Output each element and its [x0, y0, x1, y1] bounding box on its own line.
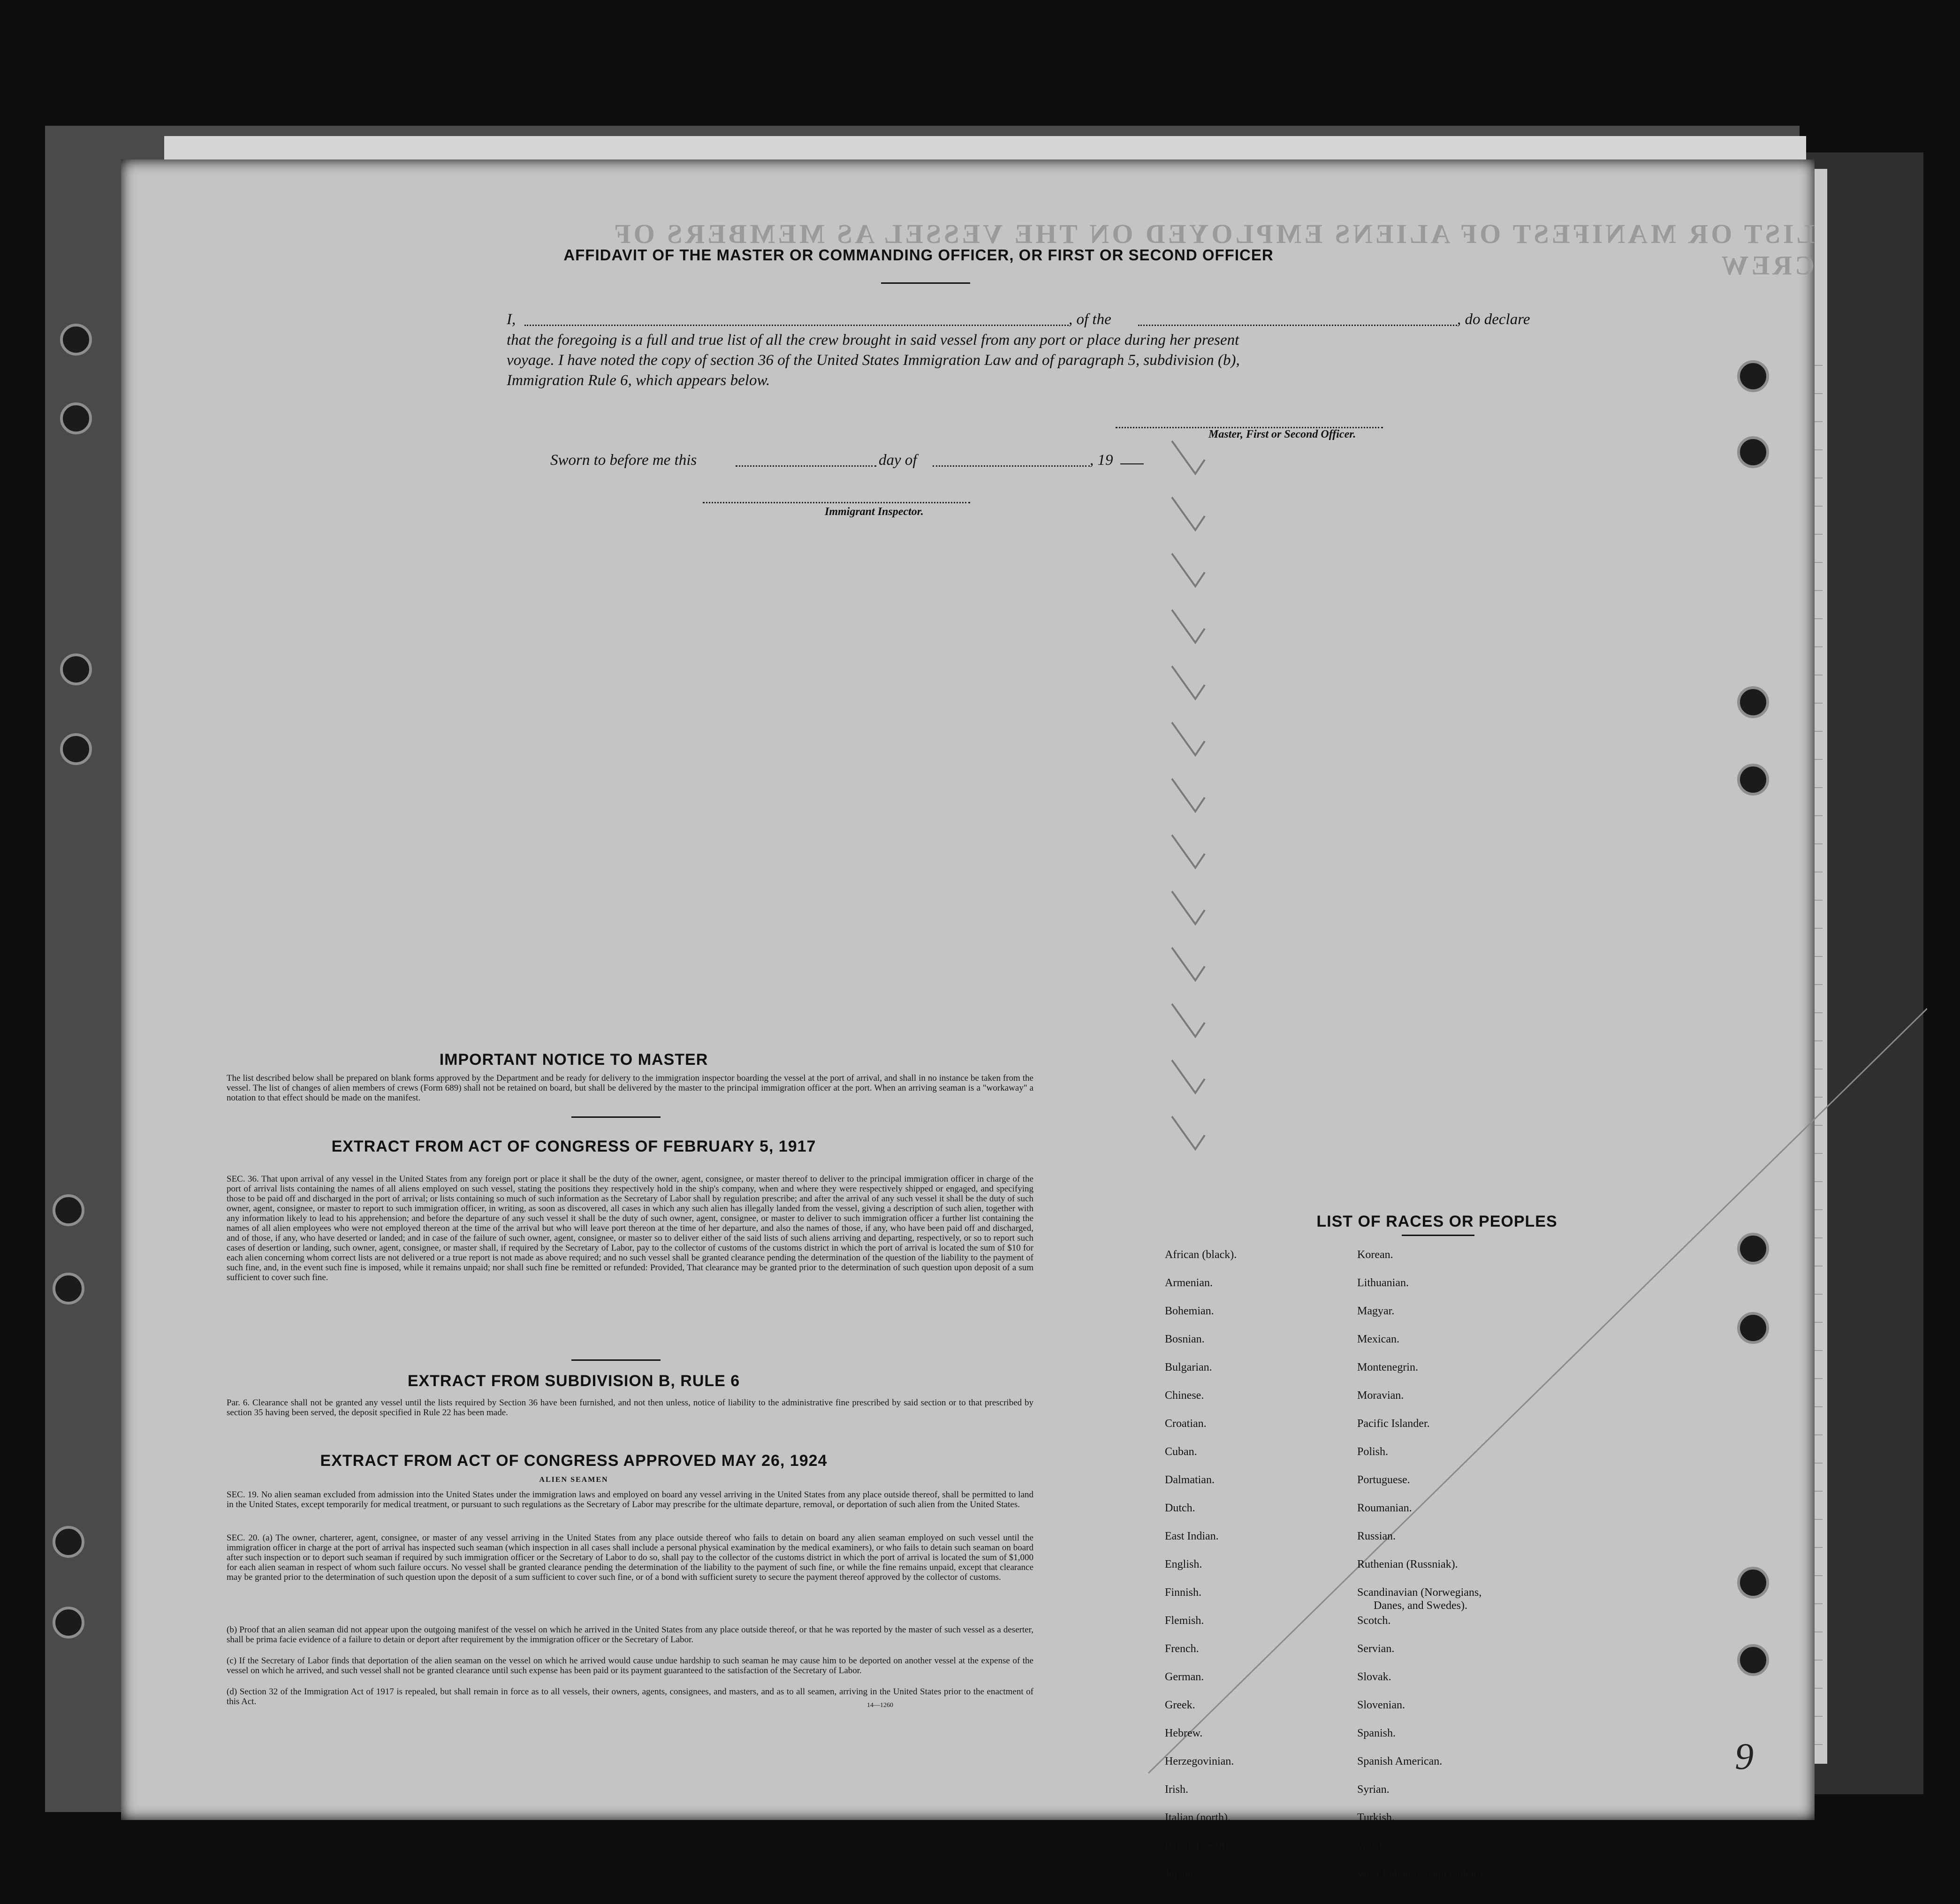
inspector-signature-label: Immigrant Inspector.	[825, 506, 924, 518]
race-item: African (black).	[1165, 1249, 1237, 1261]
race-item: Servian.	[1357, 1643, 1395, 1655]
races-title: LIST OF RACES OR PEOPLES	[1316, 1213, 1557, 1230]
inspector-signature-line[interactable]	[703, 502, 970, 503]
race-item: Greek.	[1165, 1699, 1195, 1711]
punch-hole	[1737, 764, 1769, 796]
race-item: Bosnian.	[1165, 1333, 1205, 1345]
race-item: Japanese.	[1165, 1868, 1208, 1880]
race-item: Portuguese.	[1357, 1474, 1410, 1486]
punch-hole	[53, 1526, 84, 1558]
race-item: English.	[1165, 1558, 1202, 1570]
race-item: Korean.	[1357, 1249, 1393, 1261]
year-blank[interactable]	[1120, 463, 1144, 464]
race-item: Mexican.	[1357, 1333, 1399, 1345]
race-item: East Indian.	[1165, 1530, 1219, 1542]
punch-hole	[1737, 360, 1769, 392]
race-item: Slovak.	[1357, 1671, 1391, 1683]
race-item: Bohemian.	[1165, 1305, 1214, 1317]
sec19-text: SEC. 19. No alien seaman excluded from admission into the United States under the immigration laws and employed on board any vessel arriving in the United States from any place outside thereof, shall be permitted to land in the United States, except temporarily for medical treatment, or pursuant to such regulations as the Secretary of Labor may prescribe for the ultimate departure, removal, or deportation of such alien from the United States.	[227, 1490, 1033, 1510]
punch-hole	[53, 1273, 84, 1305]
race-item: Italian (south).	[1165, 1840, 1231, 1852]
sec20b-text: (b) Proof that an alien seaman did not appear upon the outgoing manifest of the vessel on which he arrived in the United States from any place outside thereof, or that he was reported by the master of such vessel as a deserter, shall be prima facie evidence of a failure to detain or deport after requirement by the immigration officer or the Secretary of Labor.	[227, 1625, 1033, 1645]
race-item: Spanish.	[1357, 1727, 1396, 1739]
affidavit-line3: voyage. I have noted the copy of section 36 of the United States Immigration Law and of paragraph 5, subdivision (b),	[507, 352, 1240, 369]
race-item: Scandinavian (Norwegians,	[1357, 1586, 1482, 1599]
notice-text: The list described below shall be prepared on blank forms approved by the Department and be ready for delivery to the immigration inspector boarding the vessel at the port of arrival, and shall in no instance be taken from the vessel. The list of changes of alien members of crews (Form 689) shall not be retained on board, but shall be delivered by the master to the principal immigration officer at the port. When an arriving seaman is a "workaway" a notation to that effect should be made on the manifest.	[227, 1073, 1033, 1103]
race-item: Croatian.	[1165, 1418, 1207, 1430]
vessel-blank[interactable]	[1138, 325, 1457, 326]
alien-seamen-subtitle: ALIEN SEAMEN	[539, 1476, 608, 1484]
form-number: 14—1260	[867, 1702, 893, 1709]
race-item: Montenegrin.	[1357, 1361, 1418, 1373]
punch-hole	[1737, 686, 1769, 718]
race-item: Moravian.	[1357, 1389, 1404, 1402]
diagonal-pencil-line	[1130, 1004, 1927, 1778]
punch-hole	[1737, 1233, 1769, 1265]
punch-hole	[60, 733, 92, 765]
race-item: Welsh.	[1357, 1840, 1388, 1852]
punch-hole	[1737, 436, 1769, 468]
race-item: Finnish.	[1165, 1586, 1202, 1599]
master-signature-label: Master, First or Second Officer.	[1208, 428, 1356, 440]
affidavit-i: I,	[507, 311, 516, 328]
race-item: Hebrew.	[1165, 1727, 1203, 1739]
year-label: , 19	[1090, 452, 1113, 469]
affidavit-line4: Immigration Rule 6, which appears below.	[507, 372, 770, 389]
races-title-rule	[1402, 1235, 1474, 1236]
race-item: Bulgarian.	[1165, 1361, 1212, 1373]
name-blank[interactable]	[524, 325, 1069, 326]
title-rule	[881, 282, 970, 284]
race-item: Turkish.	[1357, 1812, 1395, 1824]
sworn-label: Sworn to before me this	[550, 452, 697, 469]
race-item: Dutch.	[1165, 1502, 1195, 1514]
race-item: Herzegovinian.	[1165, 1755, 1234, 1767]
page-number: 9	[1735, 1736, 1754, 1777]
day-of-label: day of	[879, 452, 917, 469]
extract-1917-title: EXTRACT FROM ACT OF CONGRESS OF FEBRUARY 5, 1917	[331, 1138, 816, 1155]
divider	[571, 1116, 661, 1118]
race-item: Lithuanian.	[1357, 1277, 1409, 1289]
race-item: Polish.	[1357, 1446, 1389, 1458]
race-item: Slovenian.	[1357, 1699, 1405, 1711]
punch-hole	[1737, 1567, 1769, 1599]
affidavit-line2: that the foregoing is a full and true list of all the crew brought in said vessel from any port or place during her present	[507, 332, 1239, 349]
sec20a-text: SEC. 20. (a) The owner, charterer, agent, consignee, or master of any vessel arriving in the United States from any place outside thereof who fails to detain on board any alien seaman employed on such vessel until the immigration officer in charge at the port of arrival has inspected such seaman (which inspection in all cases shall include a personal physical examination by the medical examiners), or who fails to detain such seaman on board after such inspection or to deport such seaman if required by such immigration officer or the Secretary of Labor to do so, shall pay to the collector of the customs district in which the port of arrival is located the sum of $1,000 for each alien seaman in respect of whom such failure occurs. No vessel shall be granted clearance pending the determination of the liability to the payment of such fine, or while the fine remains unpaid, except that clearance may be granted prior to the determination of such question upon the deposit of a sum sufficient to cover such fine, or of a bond with sufficient surety to secure the payment thereof approved by the collector of customs.	[227, 1533, 1033, 1582]
affidavit-title: AFFIDAVIT OF THE MASTER OR COMMANDING OFFICER, OR FIRST OR SECOND OFFICER	[563, 246, 1274, 264]
rule6-text: Par. 6. Clearance shall not be granted any vessel until the lists required by Section 36 have been furnished, and not then unless, notice of liability to the administrative fine prescribed by said section or to that prescribed by section 35 having been served, the deposit specified in Rule 22 has been made.	[227, 1398, 1033, 1418]
race-item: Russian.	[1357, 1530, 1396, 1542]
punch-hole	[53, 1607, 84, 1639]
race-item: Roumanian.	[1357, 1502, 1412, 1514]
sec20d-text: (d) Section 32 of the Immigration Act of 1917 is repealed, but shall remain in force as to all vessels, their owners, agents, consignees, and masters, and as to all seamen, arriving in the United States prior to the enactment of this Act.	[227, 1687, 1033, 1707]
notice-title: IMPORTANT NOTICE TO MASTER	[439, 1051, 708, 1069]
race-item: Irish.	[1165, 1783, 1188, 1796]
race-item: Ruthenian (Russniak).	[1357, 1558, 1458, 1570]
race-item: Magyar.	[1357, 1305, 1395, 1317]
race-item: Spanish American.	[1357, 1755, 1443, 1767]
punch-hole	[60, 402, 92, 434]
race-item: Pacific Islander.	[1357, 1418, 1430, 1430]
affidavit-of-the: , of the	[1069, 311, 1111, 328]
sec20c-text: (c) If the Secretary of Labor finds that deportation of the alien seaman on the vessel on which he arrived would cause undue hardship to such seaman he may cause him to be deported on another vessel at the expense of the vessel on which he arrived, and such vessel shall not be granted clearance until such expense has been paid or its payment guaranteed to the satisfaction of the Secretary of Labor.	[227, 1656, 1033, 1676]
race-item: Chinese.	[1165, 1389, 1204, 1402]
race-item: Syrian.	[1357, 1783, 1390, 1796]
race-item: Scotch.	[1357, 1615, 1391, 1627]
punch-hole	[60, 324, 92, 356]
punch-hole	[1737, 1644, 1769, 1676]
race-item: West Indian (except Cuban)	[1357, 1868, 1483, 1880]
month-blank[interactable]	[933, 465, 1090, 467]
race-item: French.	[1165, 1643, 1199, 1655]
race-item: Dalmatian.	[1165, 1474, 1215, 1486]
race-item: Armenian.	[1165, 1277, 1213, 1289]
race-item: Italian (north).	[1165, 1812, 1231, 1824]
punch-hole	[60, 653, 92, 685]
crew-manifest-sheet	[121, 159, 1815, 1880]
sworn-day-blank[interactable]	[736, 465, 876, 467]
punch-hole	[1737, 1312, 1769, 1344]
race-item: German.	[1165, 1671, 1204, 1683]
extract-1924-title: EXTRACT FROM ACT OF CONGRESS APPROVED MAY 26, 1924	[320, 1452, 828, 1470]
extract-1917-text: SEC. 36. That upon arrival of any vessel in the United States from any foreign port or place it shall be the duty of the owner, agent, consignee, or master thereof to deliver to the principal immigration officer in charge of the port of arrival lists containing the names of all aliens employed on such vessel, stating the positions they respectively hold in the ship's company, when and where they were respectively shipped or engaged, and specifying those to be paid off and discharged in the port of arrival; or lists containing so much of such information as the Secretary of Labor shall by regulation prescribe; and after the arrival of any such vessel it shall be the duty of such owner, agent, consignee, or master to report to such immigration officer, in writing, as soon as discovered, all cases in which any such alien has illegally landed from the vessel, giving a description of such alien, together with any information likely to lead to his apprehension; and before the departure of any such vessel it shall be the duty of such owner, agent, consignee, or master to deliver to such immigration officer a further list containing the names of all alien employees who were not employed thereon at the time of the arrival but who will leave port thereon at the time of her departure, and also the names of those, if any, who have been paid off and discharged, and of those, if any, who have deserted or landed; and in case of the failure of such owner, agent, consignee, or master so to deliver either of the said lists of such aliens arriving and departing, respectively, or so to report such cases of desertion or landing, such owner, agent, consignee, or master shall, if required by the Secretary of Labor, pay to the collector of customs of the customs district in which the port of arrival is located the sum of $10 for each alien concerning whom correct lists are not delivered or a true report is not made as above required; and no such vessel shall be granted clearance pending the determination of the question of the liability to the payment of such fine, and, in the event such fine is imposed, while it remains unpaid; nor shall such fine be remitted or refunded: Provided, That clearance may be granted prior to the determination of such question upon deposit of a sum sufficient to cover such fine.	[227, 1174, 1033, 1282]
affidavit-declare: , do declare	[1457, 311, 1530, 328]
rule6-title: EXTRACT FROM SUBDIVISION B, RULE 6	[407, 1372, 740, 1390]
punch-hole	[53, 1194, 84, 1226]
race-item: Danes, and Swedes).	[1374, 1600, 1467, 1612]
bleed-through-header: LIST OR MANIFEST OF ALIENS EMPLOYED ON THE VESSEL AS MEMBERS OF CREW	[612, 219, 1815, 281]
divider	[571, 1359, 661, 1361]
race-item: Flemish.	[1165, 1615, 1204, 1627]
race-item: Cuban.	[1165, 1446, 1197, 1458]
